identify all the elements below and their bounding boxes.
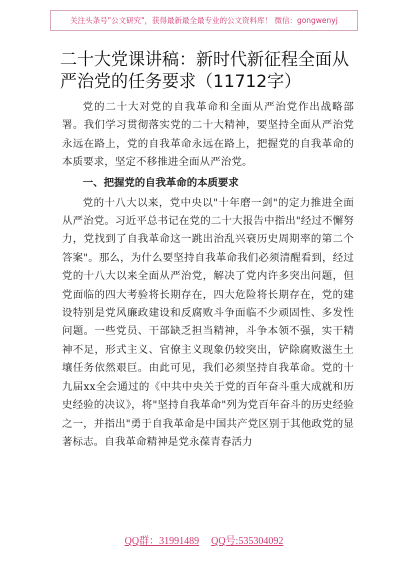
qq-group-link[interactable]: QQ群：31991489 bbox=[124, 536, 200, 547]
section-heading: 一、把握党的自我革命的本质要求 bbox=[82, 176, 239, 189]
document-title: 二十大党课讲稿：新时代新征程全面从严治党的任务要求（11712字） bbox=[60, 50, 349, 92]
document-body bbox=[62, 98, 354, 451]
qq-number-link[interactable]: QQ号:535304092 bbox=[211, 536, 284, 547]
promo-banner: 关注头条号"公文研究"，获得最新最全最专业的公文资料库！ 微信：gongwenyj bbox=[50, 10, 358, 31]
intro-paragraph: 党的二十大对党的自我革命和全面从严治党作出战略部署。我们学习贯彻落实党的二十大精神，要坚持全面从严治党永远在路上，党的自我革命永远在路上，把握党的自我革命的本质要求，坚定不移推进全面从严治党。 bbox=[62, 101, 354, 169]
footer-contact bbox=[0, 535, 408, 549]
section-paragraph: 党的十八大以来，党中央以"十年磨一剑"的定力推进全面从严治党。习近平总书记在党的二十大报告中指出"经过不懈努力，党找到了自我革命这一跳出治乱兴衰历史周期率的第二个答案"。那么，为什么要坚持自我革命我们必须清醒看到，经过党的十八大以来全面从严治党，解决了党内许多突出问题，但党面临的四大考验将长期存在，四大危险将长期存在，党的建设特别是党风廉政建设和反腐败斗争面临不少顽固性、多发性问题。一些党员、干部缺乏担当精神，斗争本领不强，实干精神不足，形式主义、官僚主义现象仍较突出，铲除腐败滋生土壤任务依然艰巨。由此可见，我们必须坚持自我革命。党的十九届xx全会通过的《中共中央关于党的百年奋斗重大成就和历史经验的决议》，将"坚持自我革命"列为党百年奋斗的历史经验之一，并指出"勇于自我革命是中国共产党区别于其他政党的显著标志。自我革命精神是党永葆青春活力 bbox=[62, 196, 354, 448]
